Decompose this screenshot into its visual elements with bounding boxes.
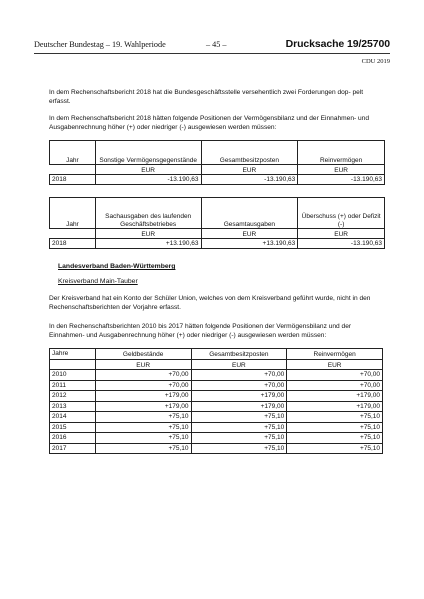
- table-cell: +70,00: [191, 370, 287, 381]
- table-cell-year: 2018: [50, 239, 96, 249]
- table-3-header: Geldbestände: [95, 349, 191, 360]
- table-1-header: Sonstige Vermögensgegenstände: [95, 141, 201, 165]
- table-1-unit: EUR: [95, 165, 201, 175]
- table-1-header-jahr: Jahr: [50, 141, 96, 165]
- table-row: [50, 239, 385, 249]
- table-cell: -13.190,63: [298, 239, 385, 249]
- header-rule: [34, 53, 390, 54]
- table-1-unit: EUR: [298, 165, 385, 175]
- table-row: [50, 391, 383, 402]
- table-cell-year: 2011: [50, 380, 96, 391]
- table-cell-year: 2017: [50, 443, 96, 454]
- paragraph-3: Der Kreisverband hat ein Konto der Schüler Union, welches von dem Kreisverband geführt wurde, nicht in den Rechenschaftsberichten der Vorjahre erfasst.: [49, 295, 371, 312]
- table-2-header: Überschuss (+) oder Defizit (-): [298, 198, 385, 229]
- paragraph-2: In dem Rechenschaftsbericht 2018 hätten folgende Positionen der Vermögensbilanz und der Einnahmen- und Ausgabenrechnung höher (+) oder niedriger (-) ausgewiesen werden müssen:: [49, 115, 370, 132]
- table-cell: +75,10: [191, 433, 287, 444]
- table-cell-year: 2012: [50, 391, 96, 402]
- table-row: [50, 443, 383, 454]
- table-3-unit: EUR: [95, 359, 191, 370]
- page-header: [34, 38, 390, 52]
- table-cell: +75,10: [287, 412, 383, 423]
- table-cell: +179,00: [287, 401, 383, 412]
- table-3-unit: EUR: [191, 359, 287, 370]
- table-3-header: Reinvermögen: [287, 349, 383, 360]
- table-cell: +179,00: [95, 401, 191, 412]
- table-cell-year: 2013: [50, 401, 96, 412]
- table-2-unit: EUR: [201, 229, 298, 239]
- table-1-unit: EUR: [201, 165, 298, 175]
- table-cell: +75,10: [191, 443, 287, 454]
- section-heading-landesverband: Landesverband Baden-Württemberg: [58, 263, 176, 270]
- table-cell: +70,00: [287, 370, 383, 381]
- table-cell: +75,10: [287, 443, 383, 454]
- table-2: [49, 197, 385, 249]
- table-3-header: Gesamtbesitzposten: [191, 349, 287, 360]
- table-2-unit: EUR: [95, 229, 201, 239]
- table-cell-year: 2016: [50, 433, 96, 444]
- table-cell: -13.190,63: [298, 175, 385, 185]
- table-cell: +70,00: [191, 380, 287, 391]
- header-page-number: – 45 –: [206, 40, 227, 49]
- table-cell: +75,10: [95, 433, 191, 444]
- table-row: [50, 422, 383, 433]
- table-row: [50, 380, 383, 391]
- table-3-header-jahr: Jahre: [50, 349, 96, 360]
- table-cell: +70,00: [287, 380, 383, 391]
- table-cell: +75,10: [191, 422, 287, 433]
- table-cell: +70,00: [95, 370, 191, 381]
- table-cell: +75,10: [191, 412, 287, 423]
- table-cell: +179,00: [191, 401, 287, 412]
- table-cell: +75,10: [95, 422, 191, 433]
- table-row: [50, 401, 383, 412]
- table-cell: +13.190,63: [201, 239, 298, 249]
- table-3: [49, 348, 383, 454]
- table-cell: +70,00: [95, 380, 191, 391]
- table-row: [50, 433, 383, 444]
- table-row: [50, 412, 383, 423]
- table-2-header-jahr: Jahr: [50, 198, 96, 229]
- table-1-header: Reinvermögen: [298, 141, 385, 165]
- table-row: [50, 175, 385, 185]
- table-cell: +179,00: [95, 391, 191, 402]
- table-cell: +179,00: [191, 391, 287, 402]
- table-1-header: Gesamtbesitzposten: [201, 141, 298, 165]
- table-cell-year: 2018: [50, 175, 96, 185]
- table-cell: -13.190,63: [95, 175, 201, 185]
- table-1: [49, 140, 385, 185]
- table-2-header: Gesamtausgaben: [201, 198, 298, 229]
- table-cell: +75,10: [95, 412, 191, 423]
- table-cell-year: 2010: [50, 370, 96, 381]
- table-cell: +13.190,63: [95, 239, 201, 249]
- table-cell: +75,10: [95, 443, 191, 454]
- table-cell: +179,00: [287, 391, 383, 402]
- table-row: [50, 370, 383, 381]
- table-cell-year: 2014: [50, 412, 96, 423]
- paragraph-4: In den Rechenschaftsberichten 2010 bis 2017 hätten folgende Positionen der Vermögensbilanz und der Einnahmen- und Ausgabenrechnung höher (+) oder niedriger (-) ausgewiesen werden müssen:: [49, 323, 352, 340]
- section-heading-kreisverband: Kreisverband Main-Tauber: [58, 278, 138, 285]
- table-2-header: Sachausgaben des laufenden Geschäftsbetriebes: [95, 198, 201, 229]
- header-tag: CDU 2019: [361, 58, 390, 65]
- table-cell: +75,10: [287, 433, 383, 444]
- table-cell: +75,10: [287, 422, 383, 433]
- header-publication: Deutscher Bundestag – 19. Wahlperiode: [34, 40, 166, 49]
- table-3-unit: EUR: [287, 359, 383, 370]
- table-2-unit: EUR: [298, 229, 385, 239]
- table-cell-year: 2015: [50, 422, 96, 433]
- table-cell: -13.190,63: [201, 175, 298, 185]
- paragraph-1: In dem Rechenschaftsbericht 2018 hat die Bundesgeschäftsstelle versehentlich zwei Forderungen dop- pelt erfasst.: [49, 89, 364, 106]
- header-document-number: Drucksache 19/25700: [285, 38, 390, 50]
